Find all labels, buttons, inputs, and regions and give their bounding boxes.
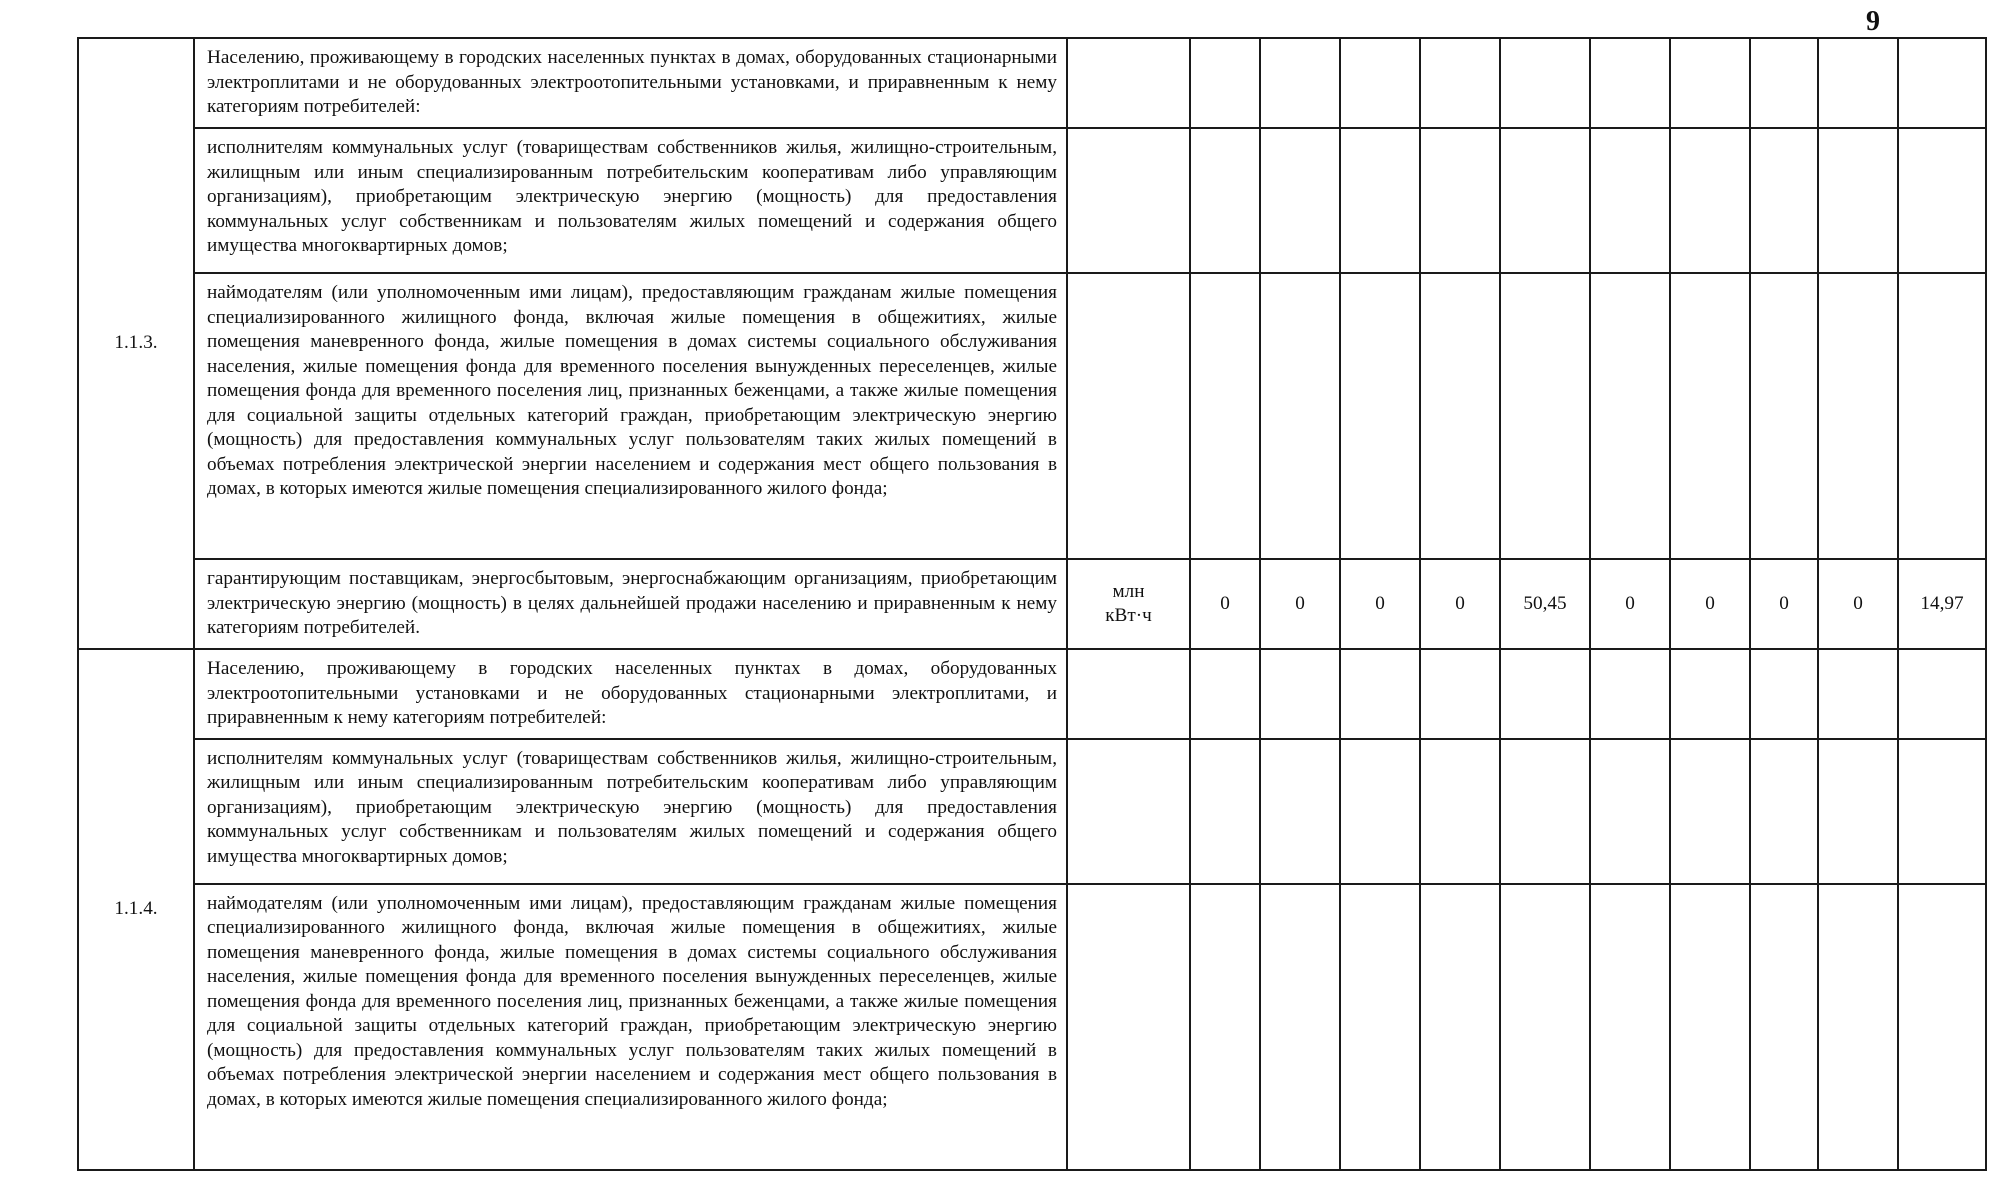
value-cell	[1260, 273, 1340, 559]
row-description: исполнителям коммунальных услуг (товариществам собственников жилья, жилищно-строительным, жилищным или иным специализированным потребительским кооперативам либо управляющим организациям), приобретающим электрическую энергию (мощность) для предоставления коммунальных услуг собственникам и пользователям жилых помещений и содержания общего имущества многоквартирных домов;	[194, 128, 1067, 273]
value-cell	[1898, 649, 1986, 739]
value-cell: 0	[1190, 559, 1260, 649]
value-cell	[1260, 739, 1340, 884]
value-cell	[1898, 739, 1986, 884]
value-cell	[1190, 128, 1260, 273]
value-cell	[1750, 649, 1818, 739]
value-cell	[1818, 128, 1898, 273]
table-row	[78, 649, 1986, 739]
value-cell: 0	[1340, 559, 1420, 649]
value-cell	[1670, 38, 1750, 128]
value-cell	[1420, 38, 1500, 128]
row-description: Населению, проживающему в городских населенных пунктах в домах, оборудованных стационарными электроплитами и не оборудованных электроотопительными установками, и приравненным к нему категориям потребителей:	[194, 38, 1067, 128]
value-cell	[1898, 273, 1986, 559]
value-cell	[1500, 128, 1590, 273]
value-cell	[1190, 273, 1260, 559]
value-cell	[1340, 38, 1420, 128]
row-description: Населению, проживающему в городских населенных пунктах в домах, оборудованных электроотопительными установками и не оборудованных стационарными электроплитами, и приравненным к нему категориям потребителей:	[194, 649, 1067, 739]
value-cell	[1750, 739, 1818, 884]
value-cell	[1670, 128, 1750, 273]
value-cell	[1340, 884, 1420, 1170]
value-cell	[1898, 38, 1986, 128]
value-cell	[1818, 273, 1898, 559]
value-cell	[1340, 273, 1420, 559]
value-cell	[1590, 128, 1670, 273]
value-cell	[1260, 884, 1340, 1170]
value-cell	[1500, 38, 1590, 128]
value-cell	[1500, 649, 1590, 739]
value-cell: 0	[1670, 559, 1750, 649]
row-description: исполнителям коммунальных услуг (товариществам собственников жилья, жилищно-строительным, жилищным или иным специализированным потребительским кооперативам либо управляющим организациям), приобретающим электрическую энергию (мощность) для предоставления коммунальных услуг собственникам и пользователям жилых помещений и содержания общего имущества многоквартирных домов;	[194, 739, 1067, 884]
table-row	[78, 38, 1986, 128]
value-cell	[1590, 38, 1670, 128]
value-cell: 50,45	[1500, 559, 1590, 649]
value-cell	[1750, 884, 1818, 1170]
value-cell	[1190, 649, 1260, 739]
unit-cell	[1067, 273, 1190, 559]
value-cell	[1670, 884, 1750, 1170]
value-cell: 0	[1420, 559, 1500, 649]
table-row	[78, 128, 1986, 273]
value-cell	[1340, 739, 1420, 884]
table-row	[78, 273, 1986, 559]
value-cell: 0	[1750, 559, 1818, 649]
value-cell	[1500, 273, 1590, 559]
section-number: 1.1.4.	[78, 649, 194, 1170]
value-cell	[1420, 739, 1500, 884]
value-cell	[1750, 38, 1818, 128]
page-number: 9	[1866, 6, 1880, 37]
value-cell	[1818, 38, 1898, 128]
unit-cell	[1067, 739, 1190, 884]
value-cell	[1750, 273, 1818, 559]
unit-line: кВт·ч	[1105, 605, 1152, 626]
value-cell	[1340, 649, 1420, 739]
row-description: наймодателям (или уполномоченным ими лицам), предоставляющим гражданам жилые помещения специализированного жилищного фонда, включая жилые помещения в общежитиях, жилые помещения маневренного фонда, жилые помещения в домах системы социального обслуживания населения, жилые помещения фонда для временного поселения вынужденных переселенцев, жилые помещения фонда для временного поселения лиц, признанных беженцами, а также жилые помещения для социальной защиты отдельных категорий граждан, приобретающим электрическую энергию (мощность) для предоставления коммунальных услуг пользователям таких жилых помещений в объемах потребления электрической энергии населением и содержания мест общего пользования в домах, в которых имеются жилые помещения специализированного жилого фонда;	[194, 884, 1067, 1170]
value-cell	[1420, 128, 1500, 273]
value-cell	[1190, 739, 1260, 884]
section-number: 1.1.3.	[78, 38, 194, 649]
value-cell	[1898, 884, 1986, 1170]
value-cell	[1590, 739, 1670, 884]
value-cell	[1420, 649, 1500, 739]
value-cell	[1750, 128, 1818, 273]
value-cell	[1420, 884, 1500, 1170]
unit-cell	[1067, 884, 1190, 1170]
value-cell	[1190, 884, 1260, 1170]
value-cell	[1500, 884, 1590, 1170]
table-row	[78, 739, 1986, 884]
value-cell	[1670, 273, 1750, 559]
value-cell	[1590, 273, 1670, 559]
value-cell	[1590, 649, 1670, 739]
value-cell	[1818, 649, 1898, 739]
value-cell	[1260, 38, 1340, 128]
value-cell	[1670, 649, 1750, 739]
unit-cell	[1067, 128, 1190, 273]
row-description: гарантирующим поставщикам, энергосбытовым, энергоснабжающим организациям, приобретающим электрическую энергию (мощность) в целях дальнейшей продажи населению и приравненным к нему категориям потребителей.	[194, 559, 1067, 649]
value-cell	[1260, 649, 1340, 739]
unit-cell	[1067, 38, 1190, 128]
unit-line: млн	[1112, 580, 1145, 602]
value-cell: 14,97	[1898, 559, 1986, 649]
value-cell	[1260, 128, 1340, 273]
value-cell	[1818, 739, 1898, 884]
value-cell	[1420, 273, 1500, 559]
value-cell	[1190, 38, 1260, 128]
table-row	[78, 559, 1986, 649]
value-cell: 0	[1260, 559, 1340, 649]
value-cell: 0	[1590, 559, 1670, 649]
table-row	[78, 884, 1986, 1170]
row-description: наймодателям (или уполномоченным ими лицам), предоставляющим гражданам жилые помещения специализированного жилищного фонда, включая жилые помещения в общежитиях, жилые помещения маневренного фонда, жилые помещения в домах системы социального обслуживания населения, жилые помещения фонда для временного поселения вынужденных переселенцев, жилые помещения фонда для временного поселения лиц, признанных беженцами, а также жилые помещения для социальной защиты отдельных категорий граждан, приобретающим электрическую энергию (мощность) для предоставления коммунальных услуг пользователям таких жилых помещений в объемах потребления электрической энергии населением и содержания мест общего пользования в домах, в которых имеются жилые помещения специализированного жилого фонда;	[194, 273, 1067, 559]
value-cell: 0	[1818, 559, 1898, 649]
value-cell	[1340, 128, 1420, 273]
value-cell	[1898, 128, 1986, 273]
unit-cell	[1067, 649, 1190, 739]
value-cell	[1670, 739, 1750, 884]
unit-cell	[1067, 559, 1190, 649]
value-cell	[1500, 739, 1590, 884]
tariff-volume-table	[77, 37, 1987, 1171]
value-cell	[1590, 884, 1670, 1170]
value-cell	[1818, 884, 1898, 1170]
